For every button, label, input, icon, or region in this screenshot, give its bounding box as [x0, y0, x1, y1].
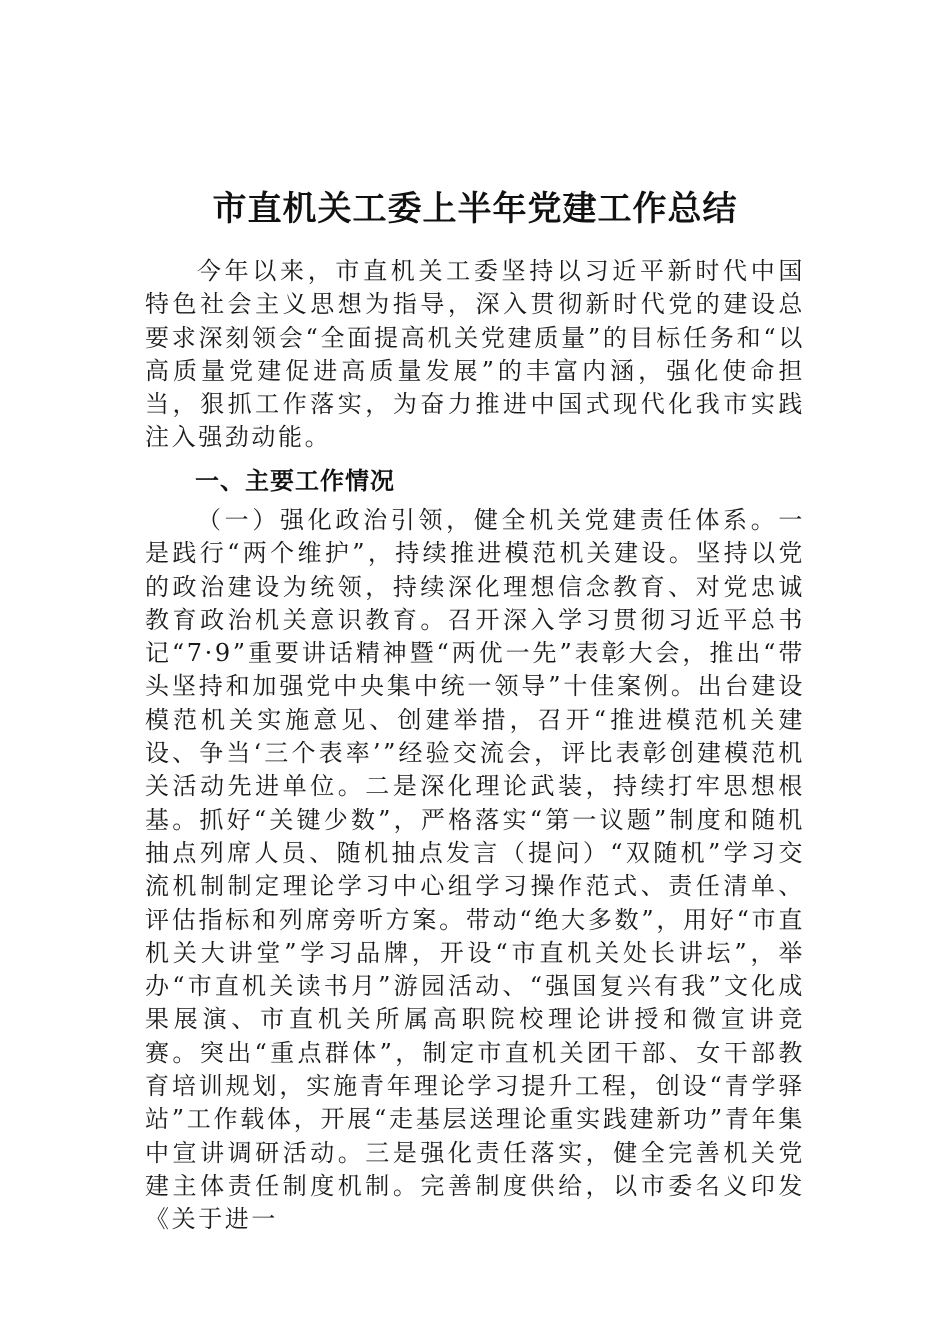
main-paragraph [145, 504, 805, 1237]
subsection-lead: （一）强化政治引领，健全机关党建责任体系。 [197, 506, 779, 534]
subsection-body: 一是践行“两个维护”，持续推进模范机关建设。坚持以党的政治建设为统领，持续深化理想信念教育、对党忠诚教育政治机关意识教育。召开深入学习贯彻习近平总书记“7·9”重要讲话精神暨“两优一先”表彰大会，推出“带头坚持和加强党中央集中统一领导”十佳案例。出台建设模范机关实施意见、创建举措，召开“推进模范机关建设、争当‘三个表率’”经验交流会，评比表彰创建模范机关活动先进单位。二是深化理论武装，持续打牢思想根基。抓好“关键少数”，严格落实“第一议题”制度和随机抽点列席人员、随机抽点发言（提问）“双随机”学习交流机制制定理论学习中心组学习操作范式、责任清单、评估指标和列席旁听方案。带动“绝大多数”，用好“市直机关大讲堂”学习品牌，开设“市直机关处长讲坛”，举办“市直机关读书月”游园活动、“强国复兴有我”文化成果展演、市直机关所属高职院校理论讲授和微宣讲竞赛。突出“重点群体”，制定市直机关团干部、女干部教育培训规划，实施青年理论学习提升工程，创设“青学驿站”工作载体，开展“走基层送理论重实践建新功”青年集中宣讲调研活动。三是强化责任落实，健全完善机关党建主体责任制度机制。完善制度供给，以市委名义印发《关于进一 [145, 506, 805, 1234]
document-title: 市直机关工委上半年党建工作总结 [212, 188, 738, 229]
intro-paragraph: 今年以来，市直机关工委坚持以习近平新时代中国特色社会主义思想为指导，深入贯彻新时代党的建设总要求深刻领会“全面提高机关党建质量”的目标任务和“以高质量党建促进高质量发展”的丰富内涵，强化使命担当，狠抓工作落实，为奋力推进中国式现代化我市实践注入强劲动能。 [145, 257, 805, 452]
section-heading: 一、主要工作情况 [195, 467, 395, 495]
